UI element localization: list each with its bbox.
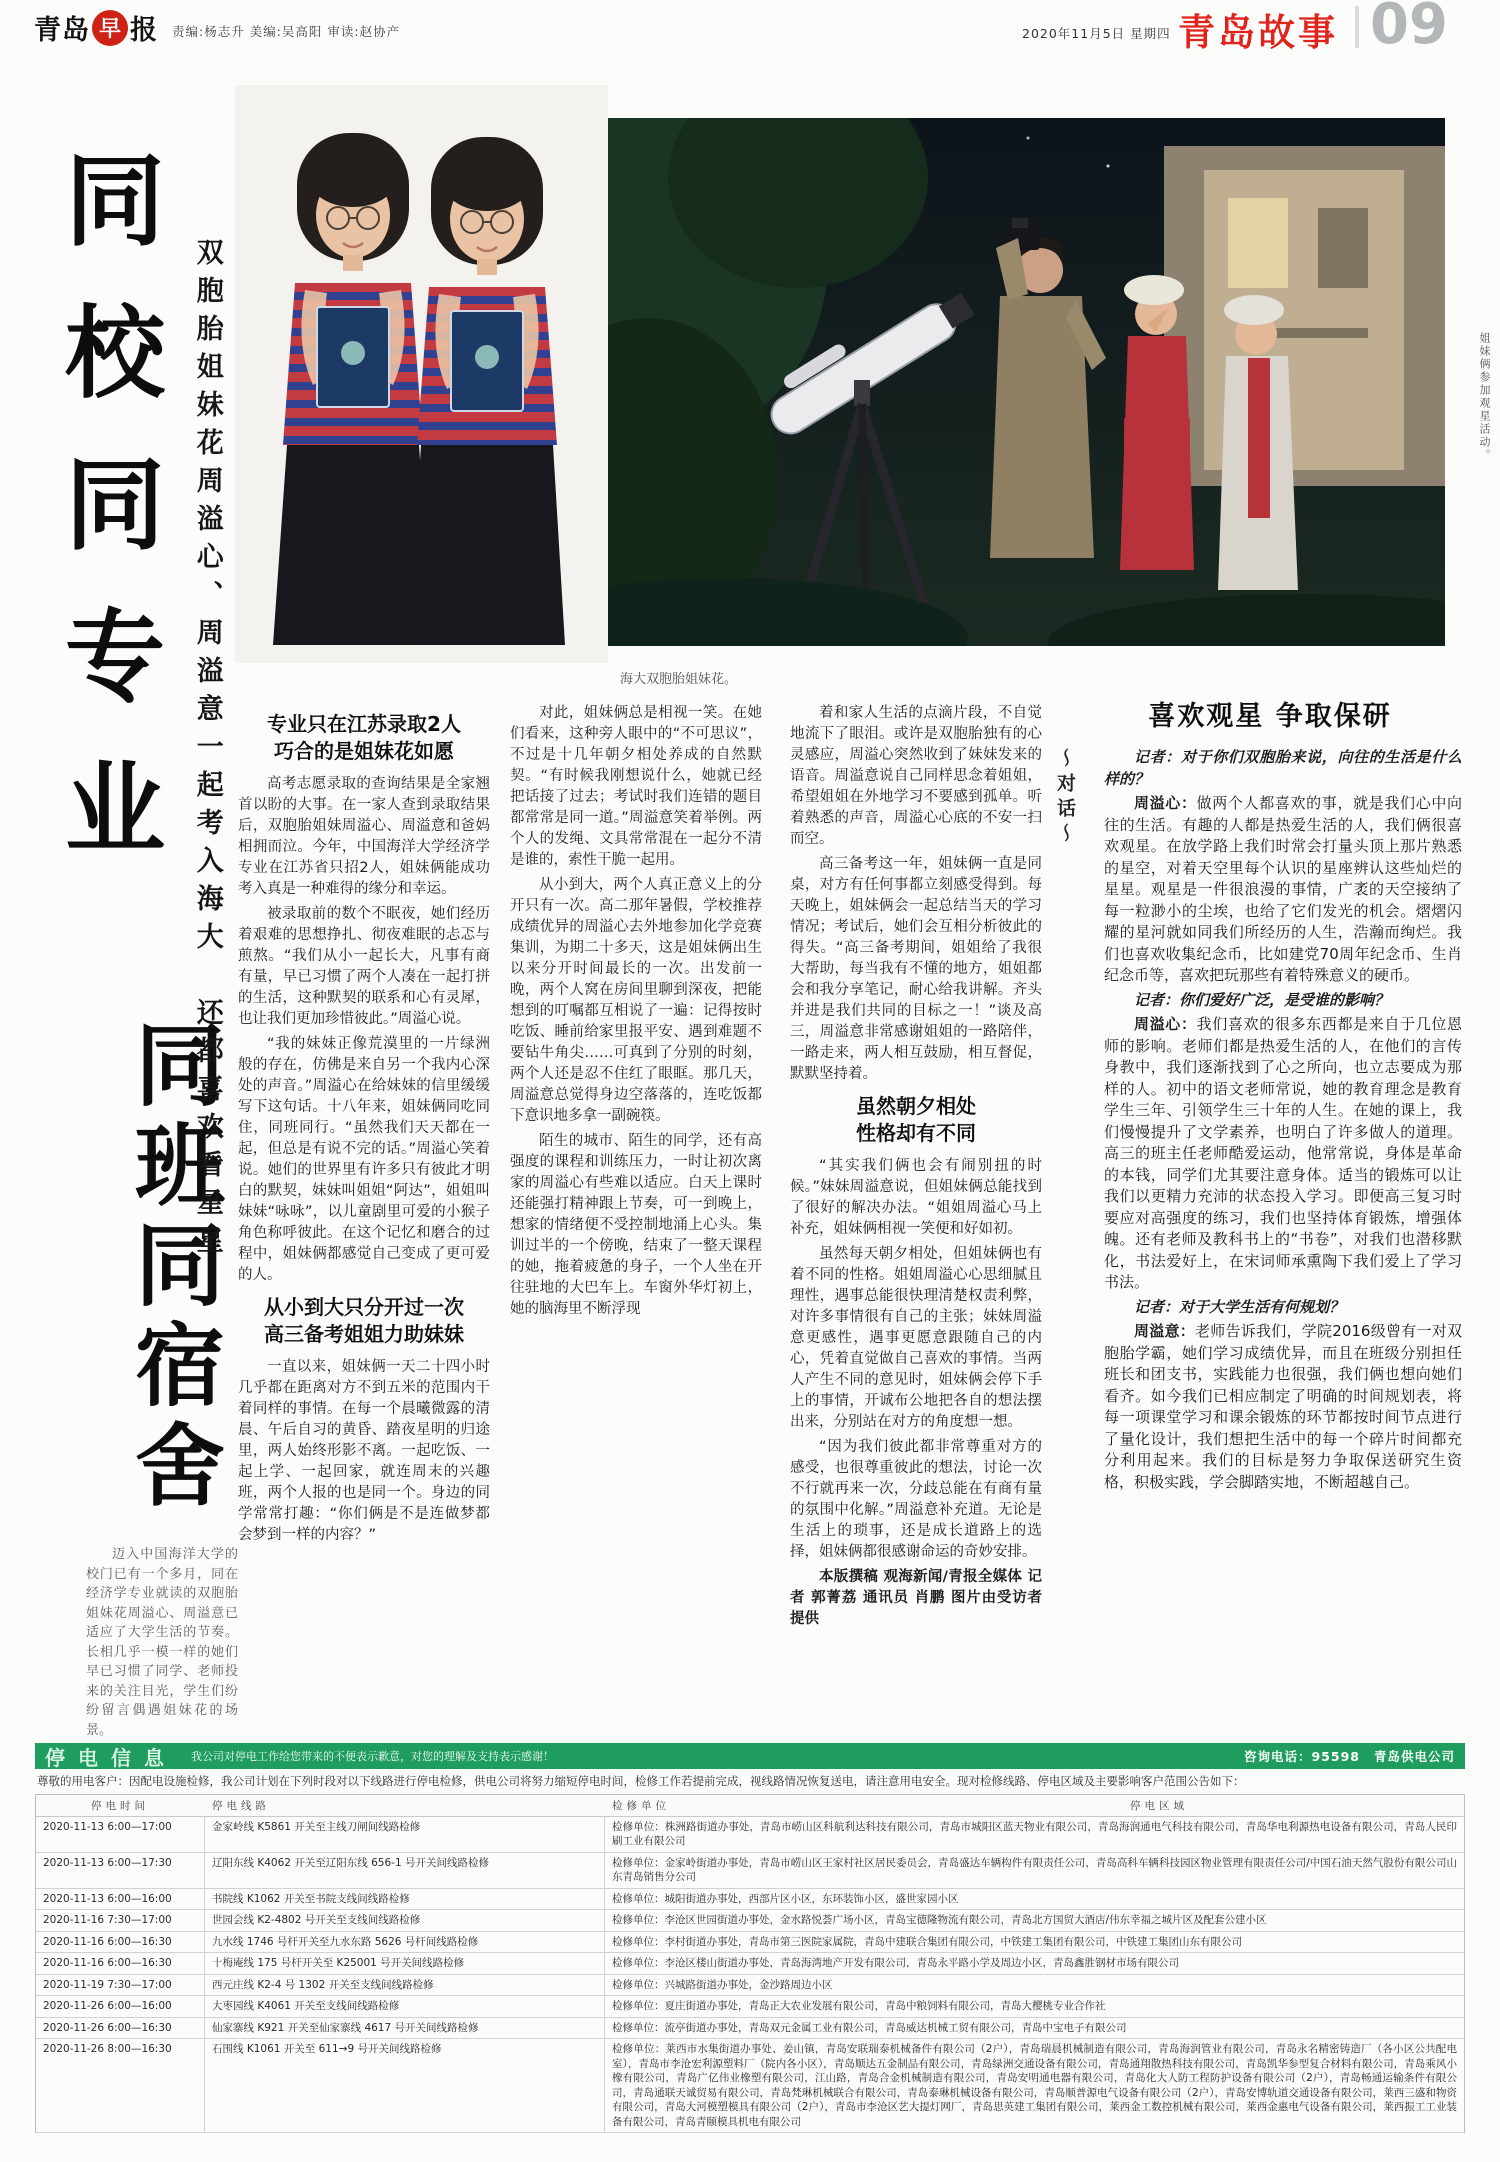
subheading-line: 专业只在江苏录取2人 — [267, 712, 461, 736]
article-paragraph: 对此，姐妹俩总是相视一笑。在她们看来，这种旁人眼中的“不可思议”，不过是十几年朝夕相处养成的自然默契。“有时候我刚想说什么，她就已经把话接了过去；考试时我们连错的题目都常常是同一道。”周溢意笑着举例。两个人的发绳、文具常常混在一起分不清是谁的，索性干脆一起用。 — [510, 705, 762, 868]
outage-table-header — [36, 1795, 1464, 1817]
article-column-3 — [790, 703, 1042, 1700]
outage-table-body — [36, 1817, 1464, 2134]
power-outage-section — [35, 1743, 1465, 2162]
article-paragraph: 被录取前的数个不眠夜，她们经历着艰难的思想挣扎、彻夜难眠的忐忑与煎熬。“我们从小一起长大，凡事有商有量，早已习惯了两个人凑在一起打拼的生活，这种默契的联系和心有灵犀，也让我们更加珍惜彼此。”周溢心说。 — [238, 906, 490, 1027]
editors-line: 责编:杨志升 美编:吴高阳 审读:赵协产 — [172, 24, 401, 39]
dialog-column — [1078, 694, 1462, 1700]
outage-cell-area: 检修单位：兴城路街道办事处，金沙路周边小区 — [604, 1975, 1464, 1996]
outage-company: 青岛供电公司 — [1373, 1749, 1455, 1764]
photo-caption-night: 姐妹俩参加观星活动。 — [1478, 332, 1491, 462]
outage-cell-area: 检修单位：李沧区世园街道办事处，金水路悦荟广场小区，青岛宝德隆物流有限公司，青岛北方国贸大酒店/伟东幸福之城片区及配套公建小区 — [604, 1910, 1464, 1931]
section-title: 青岛故事 — [1178, 11, 1338, 54]
outage-cell-line: 石围线 K1061 开关至 611→9 号开关间线路检修 — [204, 2039, 604, 2132]
outage-cell-time: 2020-11-16 7:30—17:00 — [43, 1914, 172, 1926]
stargazing-photo-illustration — [608, 118, 1445, 646]
outage-table-row — [36, 2039, 1464, 2133]
subheading-line: 性格却有不同 — [856, 1121, 976, 1145]
article-paragraph: “其实我们俩也会有闹别扭的时候。”妹妹周溢意说，但姐妹俩总能找到了很好的解决办法。“姐姐周溢心马上补充，姐妹俩相视一笑便和好如初。 — [790, 1158, 1042, 1237]
outage-cell-area: 检修单位：李沧区楼山街道办事处，青岛海湾地产开发有限公司，青岛永平路小学及周边小区，青岛鑫胜钢材市场有限公司 — [604, 1953, 1464, 1974]
outage-cell-time: 2020-11-13 6:00—16:00 — [43, 1892, 172, 1905]
outage-cell-line: 九水线 1746 号杆开关至九水东路 5626 号杆间线路检修 — [204, 1932, 604, 1953]
article-column-1 — [238, 703, 490, 1700]
outage-table-row — [36, 1932, 1464, 1954]
outage-header-bar — [35, 1743, 1465, 1769]
dialog-question: 记者：对于你们双胞胎来说，向往的生活是什么样的？ — [1104, 748, 1462, 788]
main-headline-part1: 同校同专业 — [48, 148, 165, 908]
article-paragraph: 高三备考这一年，姐妹俩一直是同桌，对方有任何事都立刻感受得到。每天晚上，姐妹俩会一起总结当天的学习情况；考试后，她们会互相分析彼此的得失。“高三备考期间，姐姐给了我很大帮助，每当我有不懂的地方，姐姐都会和我分享笔记，耐心给我讲解。齐头并进是我们共同的目标之一！”谈及高三，周溢意非常感谢姐姐的一路陪伴，一路走来，两人相互鼓励，相互督促，默默坚持着。 — [790, 856, 1042, 1082]
sub-headline: 双胞胎姐妹花周溢心、周溢意一起考入海大 还都喜欢看星星 — [191, 238, 223, 1264]
outage-cell-area: 检修单位：李村街道办事处，青岛市第三医院家属院，青岛中建联合集团有限公司，中铁建工集团有限公司，中铁建工集团山东有限公司 — [604, 1932, 1464, 1953]
dialog-section-label: ～对话～ — [1054, 748, 1076, 848]
outage-cell-line: 世园会线 K2-4802 号开关至支线间线路检修 — [204, 1910, 604, 1931]
outage-cell-line: 金家岭线 K5861 开关至主线刀闸间线路检修 — [204, 1817, 604, 1852]
article-subheading-3 — [790, 1093, 1042, 1147]
outage-table-row — [36, 1889, 1464, 1911]
dialog-heading: 喜欢观星 争取保研 — [1148, 701, 1392, 732]
outage-table-row — [36, 1975, 1464, 1997]
article-column-2 — [510, 703, 762, 1700]
outage-table-row — [36, 1996, 1464, 2018]
stargazing-photo — [608, 118, 1445, 646]
logo-text-prefix: 青岛 — [34, 15, 90, 46]
outage-cell-area: 检修单位：金家岭街道办事处，青岛市崂山区王家村社区居民委员会，青岛盛达车辆构件有限责任公司，青岛高科车辆科技园区物业管理有限责任公司/中国石油天然气股份有限公司山东青岛销售分公司 — [604, 1853, 1464, 1888]
dialog-qa-list — [1078, 747, 1462, 1493]
article-paragraph: 陌生的城市、陌生的同学，还有高强度的课程和训练压力，一时让初次离家的周溢心有些难以适应。白天上课时还能强打精神跟上节奏，可一到晚上，想家的情绪便不受控制地涌上心头。集训过半的一个傍晚，结束了一整天课程的她，拖着疲惫的身子，一个人坐在开往驻地的大巴车上。车窗外华灯初上，她的脑海里不断浮现 — [510, 1133, 762, 1317]
outage-hotline: 咨询电话：95598 — [1243, 1749, 1360, 1764]
article-subheading-1 — [238, 711, 490, 765]
outage-header-time: 停电时间 — [91, 1799, 149, 1812]
header-divider — [1355, 6, 1359, 48]
outage-cell-time: 2020-11-16 6:00—16:30 — [43, 1957, 172, 1969]
article-paragraph: “我的妹妹正像荒漠里的一片绿洲般的存在，仿佛是来自另一个我内心深处的声音。”周溢心在给妹妹的信里缓缓写下这句话。十八年来，姐妹俩同吃同住，同班同行。“虽然我们天天都在一起，但总是有说不完的话。”周溢心笑着说。她们的世界里有许多只有彼此才明白的默契，妹妹叫姐姐“阿达”，姐姐叫妹妹“咏咏”，以儿童剧里可爱的小猴子角色称呼彼此。在这个记忆和磨合的过程中，姐妹俩都感觉自己变成了更可爱的人。 — [238, 1036, 490, 1283]
subheading-line: 虽然朝夕相处 — [856, 1094, 976, 1118]
outage-cell-area: 检修单位：城阳街道办事处，西部片区小区，东环装饰小区，盛世家园小区 — [604, 1889, 1464, 1910]
outage-cell-time: 2020-11-26 8:00—16:30 — [43, 2043, 172, 2055]
outage-header-area: 停电区域 — [1130, 1799, 1188, 1812]
dialog-answer: 周溢心：我们喜欢的很多东西都是来自于几位恩师的影响。老师们都是热爱生活的人，在他们的言传身教中，我们逐渐找到了心之所向，也立志要成为那样的人。初中的语文老师常说，她的教育理念是教育学生三年、引领学生三十年的人生。在她的课上，我们慢慢提升了文学素养，也明白了许多做人的道理。高三的班主任老师酷爱运动，他常常说，身体是革命的本钱，同学们尤其要注意身体。适当的锻炼可以让我们以更精力充沛的状态投入学习。即便高三复习时要应对高强度的练习，我们也坚持体育锻炼，增强体魄。还有老师及教科书上的“书卷”，对我们也潜移默化，书法爱好上，在宋词师承熏陶下我们爱上了学习书法。 — [1104, 1015, 1462, 1291]
issue-date: 2020年11月5日 星期四 — [1022, 26, 1171, 41]
outage-cell-time: 2020-11-16 6:00—16:30 — [43, 1935, 172, 1948]
outage-cell-time: 2020-11-19 7:30—17:00 — [43, 1978, 172, 1991]
outage-cell-time: 2020-11-26 6:00—16:30 — [43, 2021, 172, 2034]
subheading-line: 从小到大只分开过一次 — [264, 1295, 464, 1319]
outage-cell-time: 2020-11-26 6:00—16:00 — [43, 2000, 172, 2012]
outage-header-line: 停电线路 — [212, 1799, 270, 1812]
outage-cell-line: 辽阳东线 K4062 开关至辽阳东线 656-1 号开关间线路检修 — [204, 1853, 604, 1888]
outage-notice-text: 尊敬的用电客户：因配电设施检修，我公司计划在下列时段对以下线路进行停电检修，供电公司将努力缩短停电时间，检修工作若提前完成，视线路情况恢复送电，请注意用电安全。现对检修线路、停电区域及主要影响客户范围公告如下： — [37, 1774, 1245, 1788]
outage-table-row — [36, 1910, 1464, 1932]
outage-cell-time: 2020-11-13 6:00—17:30 — [43, 1856, 172, 1869]
outage-table-row — [36, 1817, 1464, 1853]
outage-cell-line: 大枣园线 K4061 开关至支线间线路检修 — [204, 1996, 604, 2017]
outage-cell-area: 检修单位：夏庄街道办事处，青岛正大农业发展有限公司，青岛中粮饲料有限公司，青岛大樱桃专业合作社 — [604, 1996, 1464, 2017]
logo-seal-icon: 早 — [92, 10, 128, 46]
article-paragraph: “因为我们彼此都非常尊重对方的感受，也很尊重彼此的想法，讨论一次不行就再来一次，分歧总能在有商有量的氛围中化解。”周溢意补充道。无论是生活上的琐事，还是成长道路上的选择，姐妹俩都很感谢命运的奇妙安排。 — [790, 1439, 1042, 1560]
outage-cell-area: 检修单位：流亭街道办事处，青岛双元金属工业有限公司，青岛威达机械工贸有限公司，青岛中宝电子有限公司 — [604, 2018, 1464, 2039]
outage-cell-area: 检修单位：株洲路街道办事处，青岛市崂山区科航利达科技有限公司，青岛市城阳区蓝天物业有限公司，青岛海润通电气科技有限公司，青岛华电利源热电设备有限公司，青岛人民印刷工业有限公司 — [604, 1817, 1464, 1852]
twins-photo-illustration — [235, 85, 608, 663]
article-paragraph: 高考志愿录取的查询结果是全家翘首以盼的大事。在一家人查到录取结果后，双胞胎姐妹周溢心、周溢意和爸妈相拥而泣。今年，中国海洋大学经济学专业在江苏省只招2人，姐妹俩能成功考入真是一种难得的缘分和幸运。 — [238, 776, 490, 897]
subheading-line: 巧合的是姐妹花如愿 — [274, 739, 454, 763]
outage-cell-line: 西元庄线 K2-4 号 1302 开关至支线间线路检修 — [204, 1975, 604, 1996]
outage-header-unit: 检修单位 — [612, 1799, 670, 1812]
logo-text-suffix: 报 — [130, 15, 158, 46]
twins-photo — [235, 85, 608, 663]
newspaper-logo — [34, 8, 158, 47]
intro-paragraph: 迈入中国海洋大学的校门已有一个多月，同在经济学专业就读的双胞胎姐妹花周溢心、周溢意已适应了大学生活的节奏。长相几乎一模一样的她们早已习惯了同学、老师投来的关注目光，学生们纷纷留言偶遇姐妹花的场景。 — [86, 1547, 238, 1738]
dialog-answer: 周溢意：老师告诉我们，学院2016级曾有一对双胞胎学霸，她们学习成绩优异，而且在班级分别担任班长和团支书，实践能力也很强，我们俩也想向她们看齐。如今我们已相应制定了明确的时间规划表，将每一项课堂学习和课余锻炼的环节都按时间节点进行了量化设计，我们想把生活中的每一个碎片时间都充分利用起来。我们的目标是努力争取保送研究生资格，积极实践，学会脚踏实地，不断超越自己。 — [1104, 1322, 1462, 1491]
outage-cell-area: 检修单位：莱西市水集街道办事处、姜山镇，青岛安联瑞泰机械备件有限公司（2户），青岛瑞晨机械制造有限公司，青岛海润管业有限公司，青岛永名精密铸造厂（各小区公共配电室），青岛市李沧宏利源塑料厂（院内各小区），青岛顺达五金制品有限公司，青岛绿洲交通设备有限公司，青岛通翔散热科技有限公司，青岛凯华参型复合材料有限公司，青岛乘风小橡有限公司，青岛广亿伟业橡塑有限公司，江山路，青岛合金机械制造有限公司，青岛安明通电器有限公司，青岛化大人防工程防护设备有限公司（2户），青岛畅通运输条件有限公司，青岛通联天诚贸易有限公司，青岛梵琳机械联合有限公司，青岛泰琳机械设备有限公司，青岛顺普源电气设备有限公司（2户），青岛安博轨道交通设备有限公司，莱西三盛和物资有限公司，青岛大河模塑模具有限公司（2户），青岛市李沧区艺大提灯网厂，青岛思英建工集团有限公司，莱西金工数控机械有限公司，莱西金惠电气设备有限公司，莱西振工工业装备有限公司，青岛青颐模具机电有限公司 — [604, 2039, 1464, 2132]
dialog-answer: 周溢心：做两个人都喜欢的事，就是我们心中向往的生活。有趣的人都是热爱生活的人，我们俩很喜欢观星。在放学路上我们时常会打量头顶上那片熟悉的星空，对着天空里每个认识的星座辨认这些灿烂的星星。观星是一件很浪漫的事情，广袤的天空接纳了每一粒渺小的尘埃，也给了它们发光的机会。熠熠闪耀的星河就如同我们所经历的人生，浩瀚而绚烂。我们也喜欢收集纪念币，比如建党70周年纪念币、生肖纪念币等，喜欢把玩那些有着特殊意义的硬币。 — [1104, 794, 1462, 984]
dialog-question: 记者：对于大学生活有何规划？ — [1134, 1297, 1345, 1316]
article-paragraph: 从小到大，两个人真正意义上的分开只有一次。高二那年暑假，学校推荐成绩优异的周溢心去外地参加化学竞赛集训，为期二十多天，这是姐妹俩出生以来分开时间最长的一次。出发前一晚，两个人窝在房间里聊到深夜，把能想到的叮嘱都互相说了一遍：记得按时吃饭、睡前给家里报平安、遇到难题不要钻牛角尖……可真到了分别的时刻，两个人还是忍不住红了眼眶。那几天，周溢意总觉得身边空落落的，连吃饭都下意识地多拿一副碗筷。 — [510, 877, 762, 1124]
photo-caption-twins: 海大双胞胎姐妹花。 — [620, 672, 738, 687]
outage-cell-line: 仙家寨线 K921 开关至仙家寨线 4617 号开关间线路检修 — [204, 2018, 604, 2039]
outage-cell-time: 2020-11-13 6:00—17:00 — [43, 1820, 172, 1833]
article-paragraph: 一直以来，姐妹俩一天二十四小时几乎都在距离对方不到五米的范围内干着同样的事情。在每一个晨曦微露的清晨、午后自习的黄昏、踏夜星明的归途里，两人始终形影不离。一起吃饭、一起上学、一起回家，就连周末的兴趣班，两个人报的也是同一个。身边的同学常常打趣：“你们俩是不是连做梦都会梦到一样的内容？” — [238, 1359, 490, 1543]
article-paragraph: 着和家人生活的点滴片段，不自觉地流下了眼泪。或许是双胞胎独有的心灵感应，周溢心突然收到了妹妹发来的语音。周溢意说自己同样思念着姐姐，希望姐姐在外地学习不要感到孤单。听着熟悉的声音，周溢心心底的不安一扫而空。 — [790, 705, 1042, 847]
byline-credit: 本版撰稿 观海新闻/青报全媒体 记者 郭菁荔 通讯员 肖鹏 图片由受访者提供 — [790, 1569, 1042, 1627]
outage-table — [35, 1794, 1465, 2134]
outage-apology-text: 我公司对停电工作给您带来的不便表示歉意，对您的理解及支持表示感谢！ — [191, 1750, 554, 1763]
article-paragraph: 虽然每天朝夕相处，但姐妹俩也有着不同的性格。姐姐周溢心心思细腻且理性，遇事总能很快理清楚权责利弊，对许多事情很有自己的主张；妹妹周溢意更感性，遇事更愿意跟随自己的内心，凭着直觉做自己喜欢的事情。当两人产生不同的意见时，姐妹俩会停下手上的事情，开诚布公地把各自的想法摆出来，分别站在对方的角度想一想。 — [790, 1246, 1042, 1430]
outage-table-row — [36, 2018, 1464, 2040]
main-headline-part2: 同班同宿舍 — [119, 1018, 224, 1518]
outage-table-row — [36, 1953, 1464, 1975]
page-number: 09 — [1370, 0, 1448, 57]
outage-table-row — [36, 1853, 1464, 1889]
outage-title: 停电信息 — [45, 1745, 177, 1770]
article-subheading-2 — [238, 1294, 490, 1348]
subheading-line: 高三备考姐姐力助妹妹 — [264, 1322, 464, 1346]
outage-cell-line: 十梅庵线 175 号杆开关至 K25001 号开关间线路检修 — [204, 1953, 604, 1974]
outage-cell-line: 书院线 K1062 开关至书院支线间线路检修 — [204, 1889, 604, 1910]
dialog-question: 记者：你们爱好广泛，是受谁的影响？ — [1134, 990, 1390, 1009]
